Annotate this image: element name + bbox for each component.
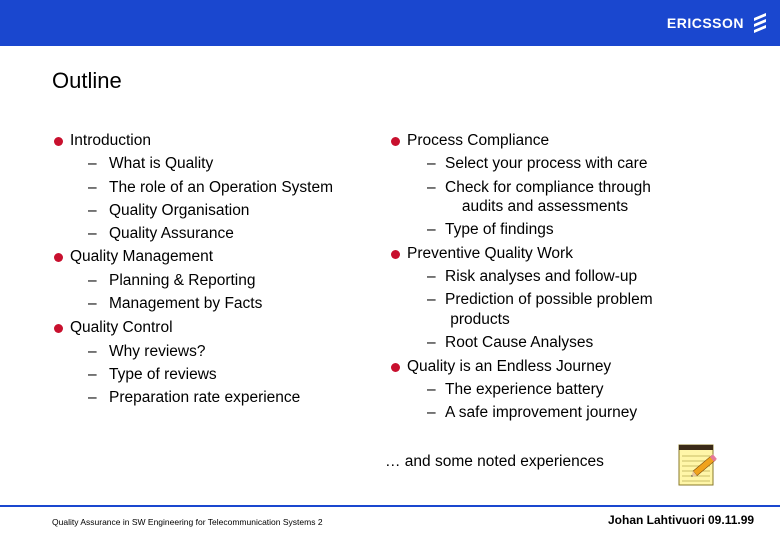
dash: – [427, 155, 436, 172]
dash: – [88, 155, 97, 172]
bullet-dot [54, 137, 63, 146]
sub-item: Why reviews? [109, 343, 206, 360]
slide-title: Outline [52, 68, 122, 93]
sub-item: Planning & Reporting [109, 272, 256, 289]
ericsson-stripes-icon [752, 12, 768, 34]
dash: – [88, 366, 97, 383]
sub-item: The experience battery [445, 381, 604, 398]
bullet-endless-journey: Quality is an Endless Journey [407, 358, 612, 375]
dash: – [88, 389, 97, 406]
sub-item: Root Cause Analyses [445, 334, 594, 351]
bullet-process-compliance: Process Compliance [407, 132, 550, 149]
sub-item: What is Quality [109, 155, 214, 172]
dash: – [427, 221, 436, 238]
dash: – [427, 404, 436, 421]
dash: – [88, 202, 97, 219]
sub-item-continuation: products [450, 311, 510, 328]
footer-left-text: Quality Assurance in SW Engineering for Telecommunication Systems 2 [52, 517, 323, 527]
dash: – [427, 381, 436, 398]
bullet-introduction: Introduction [70, 132, 151, 149]
sub-item: Select your process with care [445, 155, 648, 172]
sub-item: Quality Assurance [109, 225, 234, 242]
sub-item: Type of reviews [109, 366, 217, 383]
dash: – [88, 225, 97, 242]
bullet-dot [54, 253, 63, 262]
header-banner [0, 0, 780, 46]
closing-note: … and some noted experiences [385, 453, 604, 470]
bullet-dot [391, 137, 400, 146]
sub-item: Preparation rate experience [109, 389, 301, 406]
sub-item: The role of an Operation System [109, 179, 334, 196]
sub-item: Check for compliance through [445, 179, 651, 196]
bullet-dot [391, 250, 400, 259]
dash: – [88, 179, 97, 196]
sub-item: Quality Organisation [109, 202, 250, 219]
dash: – [88, 272, 97, 289]
bullet-quality-management: Quality Management [70, 248, 214, 265]
sub-item-continuation: audits and assessments [461, 198, 629, 215]
ericsson-logo [667, 10, 768, 36]
bullet-dot [54, 324, 63, 333]
footer-rule [0, 505, 780, 507]
sub-item: Management by Facts [109, 295, 263, 312]
dash: – [427, 268, 436, 285]
bullet-dot [391, 363, 400, 372]
dash: – [88, 295, 97, 312]
brand-text: ERICSSON [666, 15, 744, 31]
sub-item: Prediction of possible problem [445, 291, 653, 308]
dash: – [427, 291, 436, 308]
dash: – [427, 179, 436, 196]
sub-item: A safe improvement journey [445, 404, 638, 421]
notepad-pencil-icon [678, 443, 720, 487]
footer-author-date: Johan Lahtivuori 09.11.99 [608, 513, 755, 527]
dash: – [427, 334, 436, 351]
sub-item: Risk analyses and follow-up [445, 268, 638, 285]
dash: – [88, 343, 97, 360]
sub-item: Type of findings [445, 221, 554, 238]
bullet-preventive-quality-work: Preventive Quality Work [407, 245, 573, 262]
bullet-quality-control: Quality Control [70, 319, 173, 336]
